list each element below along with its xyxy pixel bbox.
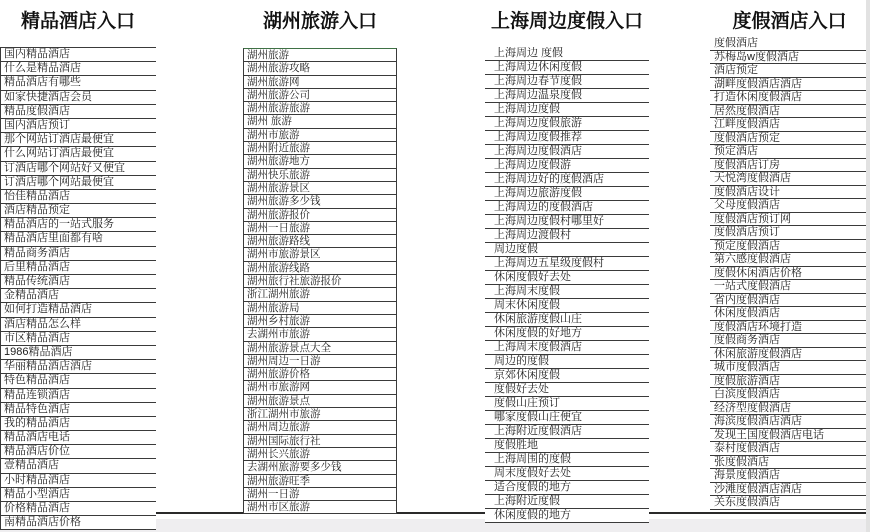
keyword-link[interactable]: 华丽精品酒店酒店: [1, 360, 156, 374]
keyword-link[interactable]: 上海周边春节度假: [485, 75, 649, 89]
keyword-link[interactable]: 度假休闲酒店价格: [710, 267, 869, 281]
keyword-link[interactable]: 上海周末度假酒店: [485, 341, 649, 355]
keyword-link[interactable]: 什么网站订酒店最便宜: [1, 147, 156, 161]
keyword-link[interactable]: 浙江湖州市旅游: [243, 407, 397, 421]
keyword-link[interactable]: 哪家度假山庄便宜: [485, 411, 649, 425]
keyword-link[interactable]: 湖州市区旅游: [243, 500, 397, 514]
column-title: 精品酒店入口: [20, 11, 136, 32]
keyword-link[interactable]: 预定度假酒店: [710, 240, 869, 254]
keyword-link[interactable]: 精品传统酒店: [1, 275, 156, 289]
column-title: 度假酒店入口: [732, 11, 847, 32]
keyword-link[interactable]: 一站式度假酒店: [710, 280, 869, 294]
keyword-link[interactable]: 湖州市旅游景区: [243, 247, 397, 261]
keyword-link[interactable]: 去湖州市旅游: [243, 327, 397, 341]
keyword-link[interactable]: 湖州旅游旺季: [243, 474, 397, 488]
keyword-link[interactable]: 上海周边旅游度假: [485, 187, 649, 201]
keyword-link[interactable]: 上海周边 度假: [485, 47, 649, 61]
keyword-link[interactable]: 壹精品酒店: [1, 459, 156, 473]
keyword-link[interactable]: 后里精品酒店: [1, 261, 156, 275]
keyword-link[interactable]: 酒店精品预定: [1, 204, 156, 218]
keyword-link[interactable]: 上海附近度假: [485, 495, 649, 509]
keyword-link[interactable]: 居然度假酒店: [710, 105, 869, 119]
keyword-link[interactable]: 湖州旅游景点大全: [243, 341, 397, 355]
keyword-link[interactable]: 怡佳精品酒店: [1, 190, 156, 204]
keyword-link[interactable]: 湖州长兴旅游: [243, 447, 397, 461]
keyword-link[interactable]: 精品酒店电话: [1, 431, 156, 445]
keyword-list: [0, 47, 156, 530]
keyword-link[interactable]: 父母度假酒店: [710, 199, 869, 213]
column-shanghai-vacation: [485, 0, 649, 532]
keyword-link[interactable]: 上海周边五星级度假村: [485, 257, 649, 271]
keyword-link[interactable]: 海景度假酒店: [710, 469, 869, 483]
keyword-link[interactable]: 沙滩度假酒店酒店: [710, 483, 869, 497]
keyword-link[interactable]: 金精品酒店: [1, 289, 156, 303]
keyword-link[interactable]: 度假旅游酒店: [710, 375, 869, 389]
keyword-link[interactable]: 湖州旅游公司: [243, 88, 397, 102]
keyword-link[interactable]: 上海周边度假村哪里好: [485, 215, 649, 229]
keyword-link[interactable]: 休闲旅游度假酒店: [710, 348, 869, 362]
keyword-link[interactable]: 上海周边温泉度假: [485, 89, 649, 103]
keyword-link[interactable]: 精品特色酒店: [1, 403, 156, 417]
column-resort-hotel: [710, 0, 869, 532]
keyword-link[interactable]: 如何打造精品酒店: [1, 303, 156, 317]
keyword-link[interactable]: 湖州旅游: [243, 48, 397, 62]
keyword-link[interactable]: 上海周边度假: [485, 103, 649, 117]
keyword-link[interactable]: 上海周边度假推荐: [485, 131, 649, 145]
keyword-link[interactable]: 湖州旅游攻略: [243, 61, 397, 75]
keyword-list: [710, 37, 869, 510]
keyword-link[interactable]: 京郊休闲度假: [485, 369, 649, 383]
keyword-link[interactable]: 上海周末度假: [485, 285, 649, 299]
keyword-link[interactable]: 上海附近度假酒店: [485, 425, 649, 439]
column-title: 上海周边度假入口: [490, 11, 644, 32]
keyword-link[interactable]: 我的精品酒店: [1, 417, 156, 431]
keyword-link[interactable]: 1986精品酒店: [1, 346, 156, 360]
keyword-link[interactable]: 经济型度假酒店: [710, 402, 869, 416]
keyword-link[interactable]: 度假胜地: [485, 439, 649, 453]
keyword-link[interactable]: 订酒店哪个网站最便宜: [1, 176, 156, 190]
keyword-link[interactable]: 精品酒店里面都有啥: [1, 232, 156, 246]
keyword-link[interactable]: 上海周边度假游: [485, 159, 649, 173]
keyword-link[interactable]: 周边的度假: [485, 355, 649, 369]
keyword-link[interactable]: 如家快捷酒店会员: [1, 91, 156, 105]
keyword-link[interactable]: 休闲度假好去处: [485, 271, 649, 285]
keyword-link[interactable]: 湖畔度假酒店酒店: [710, 78, 869, 92]
keyword-link[interactable]: 度假山庄预订: [485, 397, 649, 411]
keyword-link[interactable]: 度假酒店设计: [710, 186, 869, 200]
keyword-link[interactable]: 小时精品酒店: [1, 474, 156, 488]
keyword-link[interactable]: 精品小型酒店: [1, 488, 156, 502]
keyword-link[interactable]: 休闲度假的地方: [485, 509, 649, 523]
keyword-link[interactable]: 湖州一日旅游: [243, 221, 397, 235]
column-huzhou-travel: [243, 0, 397, 532]
column-title: 湖州旅游入口: [262, 11, 378, 32]
keyword-link[interactable]: 酒店预定: [710, 64, 869, 78]
keyword-link[interactable]: 上海周边休闲度假: [485, 61, 649, 75]
keyword-link[interactable]: 周末休闲度假: [485, 299, 649, 313]
keyword-link[interactable]: 上海周边渡假村: [485, 229, 649, 243]
keyword-link[interactable]: 南精品酒店价格: [1, 516, 156, 530]
keyword-link[interactable]: 江畔度假酒店: [710, 118, 869, 132]
keyword-link[interactable]: 精品商务酒店: [1, 247, 156, 261]
keyword-link[interactable]: 周末度假好去处: [485, 467, 649, 481]
keyword-link[interactable]: 国内精品酒店: [1, 48, 156, 62]
keyword-link[interactable]: 湖州附近旅游: [243, 141, 397, 155]
keyword-link[interactable]: 度假酒店预订网: [710, 213, 869, 227]
keyword-link[interactable]: 湖州 旅游: [243, 114, 397, 128]
keyword-link[interactable]: 湖州一日游: [243, 487, 397, 501]
keyword-link[interactable]: 酒店精品怎么样: [1, 318, 156, 332]
keyword-link[interactable]: 价格精品酒店: [1, 502, 156, 516]
keyword-link[interactable]: 度假好去处: [485, 383, 649, 397]
keyword-link[interactable]: 那个网站订酒店最便宜: [1, 133, 156, 147]
keyword-link[interactable]: 预定酒店: [710, 145, 869, 159]
keyword-link[interactable]: 特色精品酒店: [1, 374, 156, 388]
keyword-link[interactable]: 度假酒店环境打造: [710, 321, 869, 335]
keyword-link[interactable]: 什么是精品酒店: [1, 62, 156, 76]
keyword-link[interactable]: 湖州旅游报价: [243, 208, 397, 222]
keyword-link[interactable]: 精品酒店有哪些: [1, 76, 156, 90]
keyword-link[interactable]: 关东度假酒店: [710, 496, 869, 510]
keyword-link[interactable]: 湖州旅游网: [243, 75, 397, 89]
keyword-link[interactable]: 休闲旅游度假山庄: [485, 313, 649, 327]
keyword-link[interactable]: 湖州周边一日游: [243, 354, 397, 368]
keyword-link[interactable]: 上海周围的度假: [485, 453, 649, 467]
keyword-link[interactable]: 市区精品酒店: [1, 332, 156, 346]
keyword-link[interactable]: 湖州旅游旅游: [243, 101, 397, 115]
keyword-link[interactable]: 湖州国际旅行社: [243, 434, 397, 448]
keyword-link[interactable]: 发现王国度假酒店电话: [710, 429, 869, 443]
keyword-link[interactable]: 适合度假的地方: [485, 481, 649, 495]
keyword-link[interactable]: 白滨度假酒店: [710, 388, 869, 402]
keyword-link[interactable]: 泰村度假酒店: [710, 442, 869, 456]
keyword-list: [243, 48, 397, 514]
keyword-link[interactable]: 湖州旅游路线: [243, 234, 397, 248]
vertical-scrollbar[interactable]: [866, 0, 870, 532]
keyword-link[interactable]: 湖州旅游景点: [243, 394, 397, 408]
keyword-link[interactable]: 湖州市旅游网: [243, 380, 397, 394]
keyword-link[interactable]: 度假酒店订房: [710, 159, 869, 173]
keyword-link[interactable]: 去湖州旅游要多少钱: [243, 460, 397, 474]
keyword-link[interactable]: 省内度假酒店: [710, 294, 869, 308]
keyword-link[interactable]: 上海周边好的度假酒店: [485, 173, 649, 187]
keyword-link[interactable]: 度假酒店预订: [710, 226, 869, 240]
keyword-link[interactable]: 浙江湖州旅游: [243, 287, 397, 301]
keyword-link[interactable]: 打造休闲度假酒店: [710, 91, 869, 105]
keyword-link[interactable]: 休闲度假酒店: [710, 307, 869, 321]
keyword-link[interactable]: 湖州旅游局: [243, 301, 397, 315]
keyword-link[interactable]: 苏梅岛w度假酒店: [710, 51, 869, 65]
keyword-link[interactable]: 湖州旅游多少钱: [243, 194, 397, 208]
keyword-link[interactable]: 城市度假酒店: [710, 361, 869, 375]
keyword-link[interactable]: 上海周边度假酒店: [485, 145, 649, 159]
keyword-link[interactable]: 海滨度假酒店酒店: [710, 415, 869, 429]
keyword-link[interactable]: 度假商务酒店: [710, 334, 869, 348]
keyword-link[interactable]: 精品酒店价位: [1, 445, 156, 459]
keyword-link[interactable]: 湖州旅游线路: [243, 261, 397, 275]
keyword-link[interactable]: 湖州旅行社旅游报价: [243, 274, 397, 288]
keyword-link[interactable]: 湖州乡村旅游: [243, 314, 397, 328]
keyword-link[interactable]: 上海周边的度假酒店: [485, 201, 649, 215]
keyword-link[interactable]: 湖州旅游地方: [243, 154, 397, 168]
keyword-link[interactable]: 上海周边度假旅游: [485, 117, 649, 131]
keyword-link[interactable]: 周边度假: [485, 243, 649, 257]
keyword-link[interactable]: 张度假酒店: [710, 456, 869, 470]
keyword-link[interactable]: 湖州周边旅游: [243, 420, 397, 434]
keyword-link[interactable]: 第六感度假酒店: [710, 253, 869, 267]
keyword-link[interactable]: 湖州旅游价格: [243, 367, 397, 381]
keyword-link[interactable]: 精品酒店的一站式服务: [1, 218, 156, 232]
column-boutique-hotel: [0, 0, 156, 532]
keyword-link[interactable]: 湖州旅游景区: [243, 181, 397, 195]
keyword-list: [485, 47, 649, 523]
keyword-link[interactable]: 度假酒店: [710, 37, 869, 51]
keyword-link[interactable]: 天悦湾度假酒店: [710, 172, 869, 186]
keyword-link[interactable]: 度假酒店预定: [710, 132, 869, 146]
keyword-link[interactable]: 精品连锁酒店: [1, 389, 156, 403]
keyword-link[interactable]: 湖州市旅游: [243, 128, 397, 142]
keyword-link[interactable]: 国内酒店预订: [1, 119, 156, 133]
keyword-link[interactable]: 订酒店哪个网站好又便宜: [1, 162, 156, 176]
keyword-link[interactable]: 精品度假酒店: [1, 105, 156, 119]
keyword-link[interactable]: 湖州快乐旅游: [243, 168, 397, 182]
keyword-link[interactable]: 休闲度假的好地方: [485, 327, 649, 341]
